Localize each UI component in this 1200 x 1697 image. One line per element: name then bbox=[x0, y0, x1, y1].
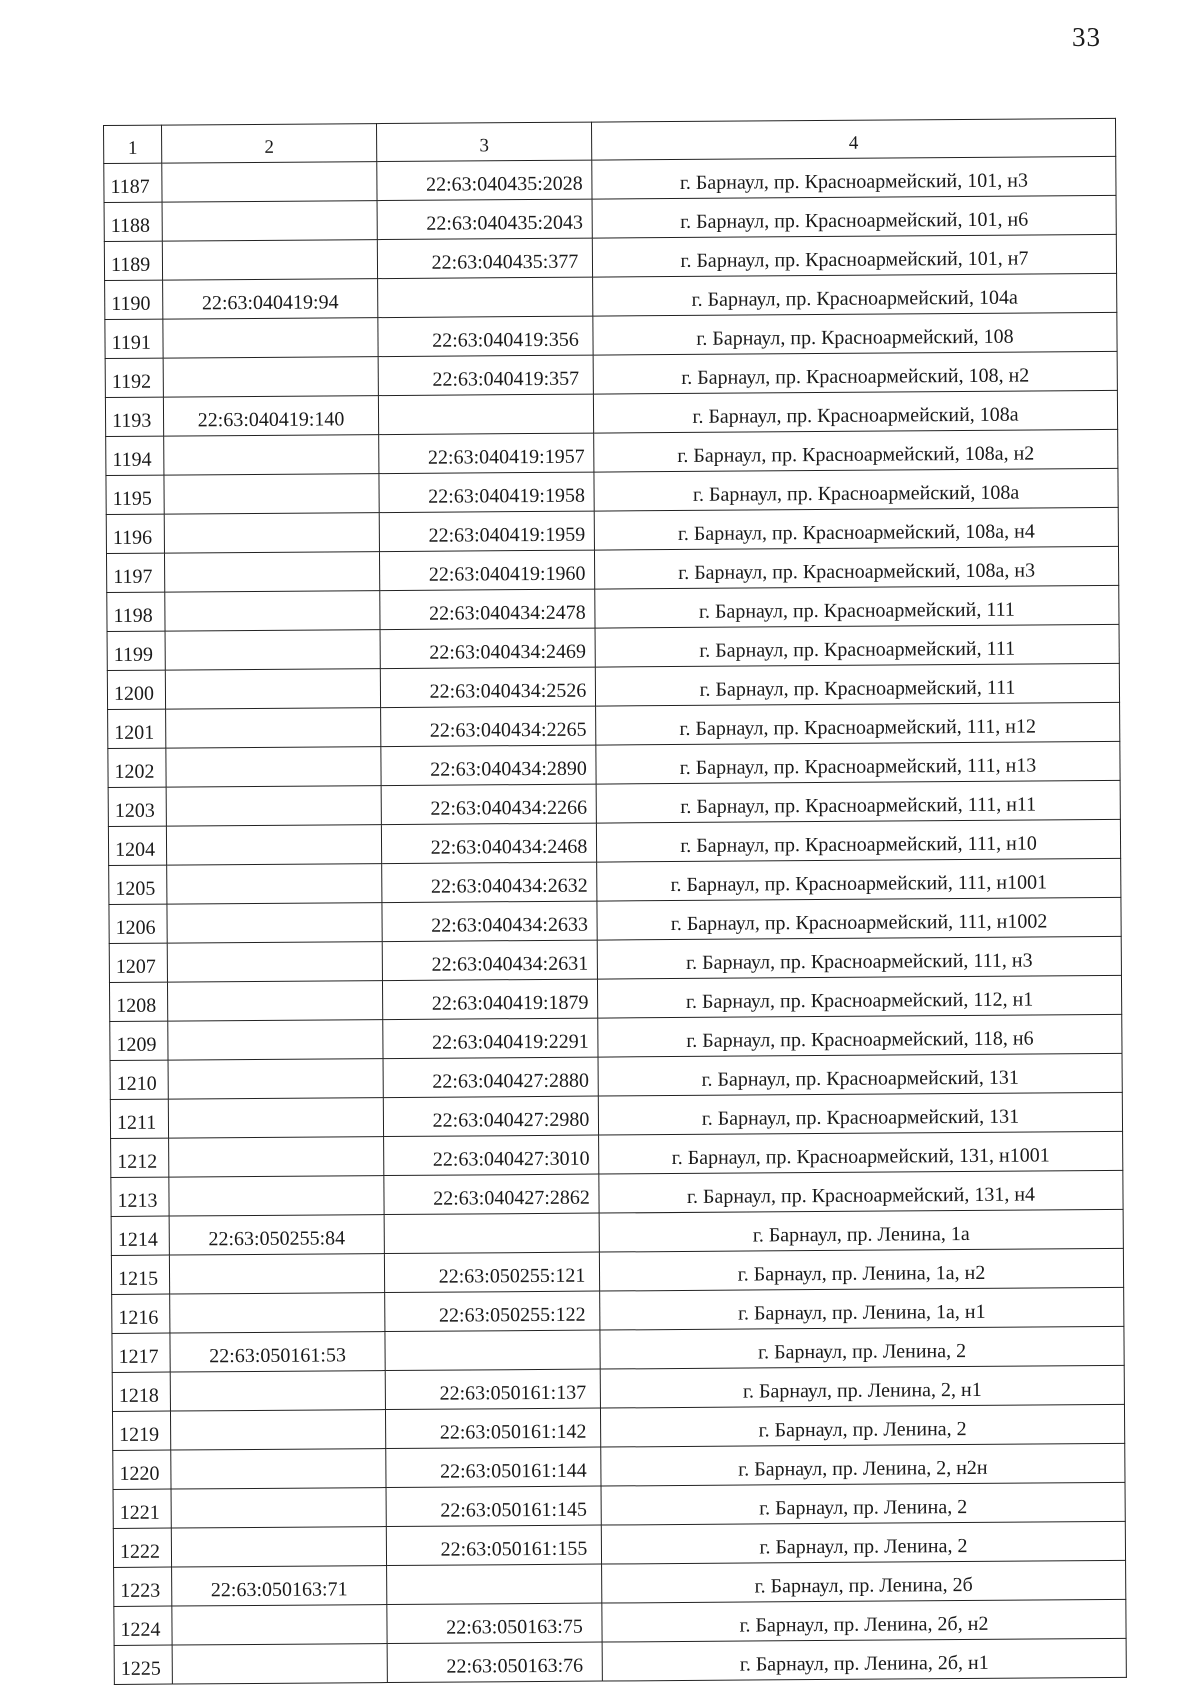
cadastral-number-cell bbox=[378, 394, 593, 435]
cadastral-number-cell: 22:63:050161:144 bbox=[386, 1447, 601, 1488]
header-col-3: 3 bbox=[376, 122, 591, 162]
cadastral-number-cell: 22:63:040419:1959 bbox=[379, 511, 594, 552]
parcel-number-cell bbox=[169, 1137, 384, 1178]
row-number-cell: 1203 bbox=[108, 787, 166, 826]
parcel-number-cell bbox=[172, 1644, 387, 1685]
parcel-number-cell bbox=[164, 435, 379, 476]
parcel-number-cell bbox=[172, 1605, 387, 1646]
cadastral-number-cell bbox=[387, 1564, 602, 1605]
row-number-cell: 1214 bbox=[111, 1216, 169, 1255]
parcel-number-cell bbox=[165, 669, 380, 710]
table-body bbox=[104, 156, 1127, 1684]
parcel-number-cell bbox=[168, 1059, 383, 1100]
row-number-cell: 1187 bbox=[104, 163, 162, 202]
parcel-number-cell: 22:63:050161:53 bbox=[170, 1332, 385, 1373]
parcel-number-cell bbox=[170, 1410, 385, 1451]
parcel-number-cell bbox=[171, 1488, 386, 1529]
address-cell: г. Барнаул, пр. Красноармейский, 111, н12 bbox=[596, 702, 1120, 745]
row-number-cell: 1205 bbox=[109, 865, 167, 904]
row-number-cell: 1198 bbox=[107, 592, 165, 631]
row-number-cell: 1206 bbox=[109, 904, 167, 943]
row-number-cell: 1193 bbox=[105, 397, 163, 436]
address-cell: г. Барнаул, пр. Ленина, 1а, н1 bbox=[600, 1287, 1124, 1330]
parcel-number-cell bbox=[167, 864, 382, 905]
row-number-cell: 1200 bbox=[107, 670, 165, 709]
address-cell: г. Барнаул, пр. Красноармейский, 111, н3 bbox=[597, 936, 1121, 979]
row-number-cell: 1218 bbox=[112, 1372, 170, 1411]
address-cell: г. Барнаул, пр. Красноармейский, 108а, н2 bbox=[594, 429, 1118, 472]
address-cell: г. Барнаул, пр. Красноармейский, 131 bbox=[598, 1092, 1122, 1135]
parcel-number-cell: 22:63:040419:94 bbox=[163, 279, 378, 320]
row-number-cell: 1224 bbox=[114, 1606, 172, 1645]
address-cell: г. Барнаул, пр. Красноармейский, 111, н1002 bbox=[597, 897, 1121, 940]
address-cell: г. Барнаул, пр. Ленина, 2 bbox=[601, 1521, 1125, 1564]
cadastral-number-cell: 22:63:040434:2468 bbox=[381, 823, 596, 864]
address-cell: г. Барнаул, пр. Красноармейский, 111, н13 bbox=[596, 741, 1120, 784]
row-number-cell: 1195 bbox=[106, 475, 164, 514]
row-number-cell: 1212 bbox=[111, 1138, 169, 1177]
row-number-cell: 1208 bbox=[109, 982, 167, 1021]
row-number-cell: 1213 bbox=[111, 1177, 169, 1216]
address-cell: г. Барнаул, пр. Красноармейский, 101, н7 bbox=[592, 234, 1116, 277]
page-number: 33 bbox=[1072, 22, 1101, 52]
row-number-cell: 1197 bbox=[106, 553, 164, 592]
cadastral-number-cell: 22:63:050161:155 bbox=[386, 1525, 601, 1566]
cadastral-number-cell: 22:63:040434:2478 bbox=[380, 589, 595, 630]
parcel-number-cell bbox=[171, 1527, 386, 1568]
row-number-cell: 1207 bbox=[109, 943, 167, 982]
row-number-cell: 1209 bbox=[110, 1021, 168, 1060]
parcel-number-cell bbox=[165, 591, 380, 632]
header-col-2: 2 bbox=[162, 124, 377, 164]
cadastral-number-cell: 22:63:040435:2028 bbox=[377, 160, 592, 201]
parcel-number-cell bbox=[168, 1020, 383, 1061]
header-col-4: 4 bbox=[591, 118, 1115, 160]
row-number-cell: 1219 bbox=[112, 1411, 170, 1450]
row-number-cell: 1216 bbox=[112, 1294, 170, 1333]
parcel-number-cell: 22:63:040419:140 bbox=[163, 396, 378, 437]
cadastral-number-cell bbox=[378, 277, 593, 318]
property-table bbox=[103, 118, 1127, 1685]
row-number-cell: 1221 bbox=[113, 1489, 171, 1528]
cadastral-number-cell bbox=[385, 1330, 600, 1371]
address-cell: г. Барнаул, пр. Красноармейский, 112, н1 bbox=[597, 975, 1121, 1018]
address-cell: г. Барнаул, пр. Ленина, 2, н2н bbox=[601, 1443, 1125, 1486]
document-sheet bbox=[103, 118, 1126, 1685]
parcel-number-cell bbox=[163, 357, 378, 398]
row-number-cell: 1217 bbox=[112, 1333, 170, 1372]
cadastral-number-cell: 22:63:040434:2890 bbox=[381, 745, 596, 786]
row-number-cell: 1188 bbox=[104, 202, 162, 241]
parcel-number-cell bbox=[167, 903, 382, 944]
cadastral-number-cell: 22:63:040434:2266 bbox=[381, 784, 596, 825]
parcel-number-cell bbox=[162, 240, 377, 281]
address-cell: г. Барнаул, пр. Ленина, 2 bbox=[601, 1482, 1125, 1525]
address-cell: г. Барнаул, пр. Ленина, 2б, н1 bbox=[602, 1638, 1126, 1681]
cadastral-number-cell: 22:63:050255:121 bbox=[384, 1252, 599, 1293]
parcel-number-cell bbox=[166, 747, 381, 788]
parcel-number-cell bbox=[164, 474, 379, 515]
row-number-cell: 1220 bbox=[113, 1450, 171, 1489]
row-number-cell: 1201 bbox=[108, 709, 166, 748]
row-number-cell: 1191 bbox=[105, 319, 163, 358]
cadastral-number-cell: 22:63:040434:2469 bbox=[380, 628, 595, 669]
address-cell: г. Барнаул, пр. Красноармейский, 101, н3 bbox=[592, 156, 1116, 199]
cadastral-number-cell: 22:63:040435:2043 bbox=[377, 199, 592, 240]
address-cell: г. Барнаул, пр. Красноармейский, 131, н4 bbox=[599, 1170, 1123, 1213]
row-number-cell: 1225 bbox=[114, 1645, 172, 1684]
row-number-cell: 1215 bbox=[111, 1255, 169, 1294]
cadastral-number-cell: 22:63:040434:2631 bbox=[382, 940, 597, 981]
cadastral-number-cell: 22:63:040419:356 bbox=[378, 316, 593, 357]
row-number-cell: 1192 bbox=[105, 358, 163, 397]
address-cell: г. Барнаул, пр. Красноармейский, 111, н1001 bbox=[597, 858, 1121, 901]
address-cell: г. Барнаул, пр. Красноармейский, 111 bbox=[595, 624, 1119, 667]
address-cell: г. Барнаул, пр. Красноармейский, 111, н10 bbox=[596, 819, 1120, 862]
parcel-number-cell: 22:63:050255:84 bbox=[169, 1215, 384, 1256]
address-cell: г. Барнаул, пр. Ленина, 2б, н2 bbox=[602, 1599, 1126, 1642]
parcel-number-cell bbox=[168, 1098, 383, 1139]
header-col-1: 1 bbox=[104, 125, 162, 163]
row-number-cell: 1189 bbox=[104, 241, 162, 280]
address-cell: г. Барнаул, пр. Красноармейский, 111 bbox=[595, 585, 1119, 628]
cadastral-number-cell: 22:63:040419:2291 bbox=[383, 1018, 598, 1059]
parcel-number-cell bbox=[165, 630, 380, 671]
address-cell: г. Барнаул, пр. Красноармейский, 108 bbox=[593, 312, 1117, 355]
parcel-number-cell bbox=[162, 162, 377, 203]
address-cell: г. Барнаул, пр. Красноармейский, 131, н1001 bbox=[599, 1131, 1123, 1174]
cadastral-number-cell: 22:63:040419:1879 bbox=[382, 979, 597, 1020]
cadastral-number-cell: 22:63:050163:76 bbox=[387, 1642, 602, 1683]
parcel-number-cell bbox=[166, 786, 381, 827]
address-cell: г. Барнаул, пр. Красноармейский, 131 bbox=[598, 1053, 1122, 1096]
row-number-cell: 1223 bbox=[114, 1567, 172, 1606]
parcel-number-cell bbox=[167, 942, 382, 983]
parcel-number-cell bbox=[170, 1371, 385, 1412]
address-cell: г. Барнаул, пр. Красноармейский, 108а bbox=[593, 390, 1117, 433]
address-cell: г. Барнаул, пр. Ленина, 1а bbox=[599, 1209, 1123, 1252]
cadastral-number-cell: 22:63:050255:122 bbox=[385, 1291, 600, 1332]
cadastral-number-cell: 22:63:040435:377 bbox=[377, 238, 592, 279]
cadastral-number-cell bbox=[384, 1213, 599, 1254]
cadastral-number-cell: 22:63:050161:142 bbox=[385, 1408, 600, 1449]
cadastral-number-cell: 22:63:040419:1957 bbox=[379, 433, 594, 474]
cadastral-number-cell: 22:63:040434:2526 bbox=[380, 667, 595, 708]
cadastral-number-cell: 22:63:050161:145 bbox=[386, 1486, 601, 1527]
cadastral-number-cell: 22:63:040434:2632 bbox=[382, 862, 597, 903]
cadastral-number-cell: 22:63:040419:357 bbox=[378, 355, 593, 396]
parcel-number-cell: 22:63:050163:71 bbox=[172, 1566, 387, 1607]
row-number-cell: 1194 bbox=[106, 436, 164, 475]
parcel-number-cell bbox=[166, 708, 381, 749]
cadastral-number-cell: 22:63:040427:2980 bbox=[383, 1096, 598, 1137]
address-cell: г. Барнаул, пр. Красноармейский, 118, н6 bbox=[598, 1014, 1122, 1057]
cadastral-number-cell: 22:63:050163:75 bbox=[387, 1603, 602, 1644]
address-cell: г. Барнаул, пр. Красноармейский, 104а bbox=[593, 273, 1117, 316]
address-cell: г. Барнаул, пр. Ленина, 2 bbox=[600, 1404, 1124, 1447]
cadastral-number-cell: 22:63:040434:2633 bbox=[382, 901, 597, 942]
parcel-number-cell bbox=[171, 1449, 386, 1490]
cadastral-number-cell: 22:63:040419:1960 bbox=[379, 550, 594, 591]
address-cell: г. Барнаул, пр. Красноармейский, 108а, н3 bbox=[594, 546, 1118, 589]
cadastral-number-cell: 22:63:040427:2880 bbox=[383, 1057, 598, 1098]
row-number-cell: 1204 bbox=[108, 826, 166, 865]
parcel-number-cell bbox=[163, 318, 378, 359]
cadastral-number-cell: 22:63:040427:2862 bbox=[384, 1174, 599, 1215]
parcel-number-cell bbox=[162, 201, 377, 242]
row-number-cell: 1210 bbox=[110, 1060, 168, 1099]
address-cell: г. Барнаул, пр. Красноармейский, 108, н2 bbox=[593, 351, 1117, 394]
parcel-number-cell bbox=[167, 981, 382, 1022]
address-cell: г. Барнаул, пр. Ленина, 1а, н2 bbox=[599, 1248, 1123, 1291]
row-number-cell: 1202 bbox=[108, 748, 166, 787]
address-cell: г. Барнаул, пр. Ленина, 2б bbox=[602, 1560, 1126, 1603]
parcel-number-cell bbox=[169, 1254, 384, 1295]
row-number-cell: 1190 bbox=[105, 280, 163, 319]
row-number-cell: 1199 bbox=[107, 631, 165, 670]
parcel-number-cell bbox=[169, 1176, 384, 1217]
row-number-cell: 1222 bbox=[113, 1528, 171, 1567]
address-cell: г. Барнаул, пр. Красноармейский, 111, н11 bbox=[596, 780, 1120, 823]
address-cell: г. Барнаул, пр. Красноармейский, 108а bbox=[594, 468, 1118, 511]
cadastral-number-cell: 22:63:050161:137 bbox=[385, 1369, 600, 1410]
address-cell: г. Барнаул, пр. Красноармейский, 101, н6 bbox=[592, 195, 1116, 238]
table-row bbox=[114, 1638, 1126, 1684]
parcel-number-cell bbox=[164, 552, 379, 593]
address-cell: г. Барнаул, пр. Ленина, 2, н1 bbox=[600, 1365, 1124, 1408]
address-cell: г. Барнаул, пр. Ленина, 2 bbox=[600, 1326, 1124, 1369]
parcel-number-cell bbox=[170, 1293, 385, 1334]
cadastral-number-cell: 22:63:040427:3010 bbox=[384, 1135, 599, 1176]
cadastral-number-cell: 22:63:040419:1958 bbox=[379, 472, 594, 513]
address-cell: г. Барнаул, пр. Красноармейский, 108а, н4 bbox=[594, 507, 1118, 550]
parcel-number-cell bbox=[166, 825, 381, 866]
row-number-cell: 1196 bbox=[106, 514, 164, 553]
address-cell: г. Барнаул, пр. Красноармейский, 111 bbox=[595, 663, 1119, 706]
parcel-number-cell bbox=[164, 513, 379, 554]
row-number-cell: 1211 bbox=[110, 1099, 168, 1138]
cadastral-number-cell: 22:63:040434:2265 bbox=[381, 706, 596, 747]
